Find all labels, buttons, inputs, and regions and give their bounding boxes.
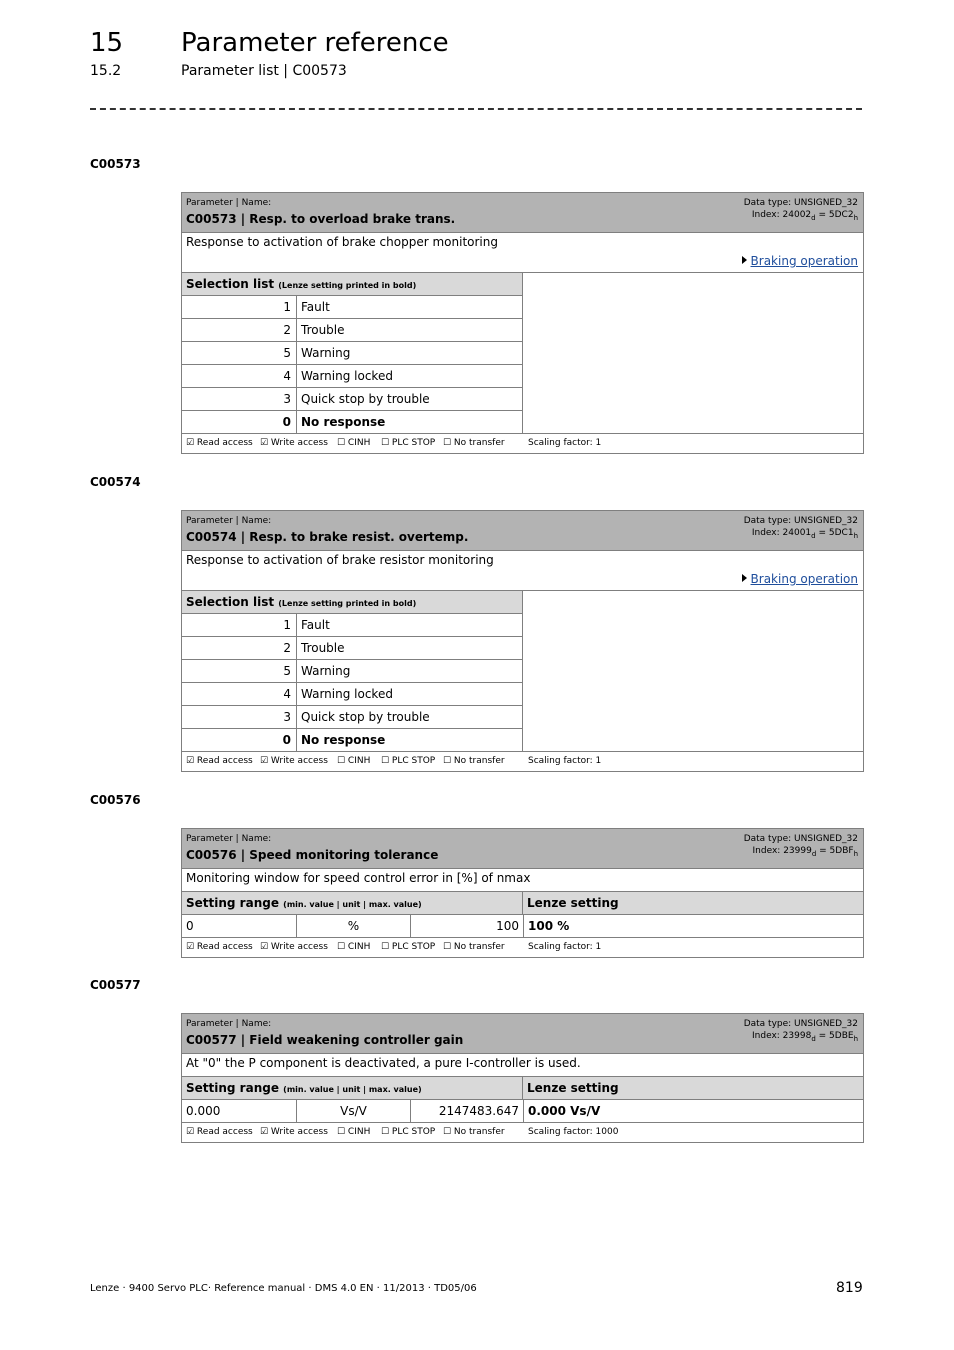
param-description — [182, 869, 863, 892]
list-item: 1 Fault — [182, 296, 522, 319]
list-item-default: 0 No response — [182, 729, 522, 751]
setting-range-row — [182, 1100, 863, 1123]
list-item: 5 Warning — [182, 660, 522, 683]
lenze-setting: 100 % — [528, 919, 570, 933]
setting-range-header: Setting range (min. value | unit | max. value) Lenze setting — [182, 892, 863, 915]
param-table-c00573 — [181, 192, 864, 454]
setting-range-header: Setting range (min. value | unit | max. value) Lenze setting — [182, 1077, 863, 1100]
min-value: 0 — [182, 915, 297, 937]
param-table-c00576 — [181, 828, 864, 958]
param-name-label: Parameter | Name: — [186, 198, 272, 208]
max-value: 100 — [411, 915, 524, 937]
access-footer: ☑ Read access ☑ Write access ☐ CINH ☐ PLC STOP ☐ No transfer Scaling factor: 1000 — [186, 1127, 619, 1137]
unit: Vs/V — [297, 1100, 411, 1122]
access-footer: ☑ Read access ☑ Write access ☐ CINH ☐ PLC STOP ☐ No transfer Scaling factor: 1 — [186, 756, 602, 766]
page-number: 819 — [836, 1280, 863, 1296]
param-header — [182, 511, 863, 551]
list-item: 3 Quick stop by trouble — [182, 388, 522, 411]
description-text: Response to activation of brake chopper monitoring — [186, 235, 498, 249]
data-type: Data type: UNSIGNED_32 — [743, 198, 858, 208]
lenze-setting: 0.000 Vs/V — [528, 1104, 601, 1118]
access-footer: ☑ Read access ☑ Write access ☐ CINH ☐ PLC STOP ☐ No transfer Scaling factor: 1 — [186, 438, 602, 448]
param-table-c00574 — [181, 510, 864, 772]
selection-list — [182, 273, 863, 434]
param-label-c00573: C00573 — [90, 157, 141, 171]
access-footer: ☑ Read access ☑ Write access ☐ CINH ☐ PLC STOP ☐ No transfer Scaling factor: 1 — [186, 942, 602, 952]
header-divider — [90, 108, 862, 110]
list-item: 2 Trouble — [182, 319, 522, 342]
param-header — [182, 1014, 863, 1054]
description-text: At "0" the P component is deactivated, a pure I-controller is used. — [186, 1056, 581, 1070]
max-value: 2147483.647 — [411, 1100, 524, 1122]
setting-range-row — [182, 915, 863, 938]
param-table-c00577 — [181, 1013, 864, 1143]
list-item: 5 Warning — [182, 342, 522, 365]
param-label-c00576: C00576 — [90, 793, 141, 807]
list-item: 3 Quick stop by trouble — [182, 706, 522, 729]
param-description — [182, 233, 863, 273]
param-name-label: Parameter | Name: — [186, 1019, 272, 1029]
param-index: Index: $24001_d = 5DC1_h$ — [751, 528, 858, 540]
param-label-c00577: C00577 — [90, 978, 141, 992]
chapter-number: 15 — [90, 28, 124, 58]
param-index: Index: $24002_d = 5DC2_h$ — [751, 210, 858, 222]
param-name: C00573 | Resp. to overload brake trans. — [186, 212, 456, 226]
param-name: C00574 | Resp. to brake resist. overtemp. — [186, 530, 469, 544]
list-item-default: 0 No response — [182, 411, 522, 433]
param-index: Index: $23999_d = 5DBF_h$ — [752, 846, 858, 858]
param-label-c00574: C00574 — [90, 475, 141, 489]
param-header — [182, 193, 863, 233]
param-description — [182, 1054, 863, 1077]
list-item: 1 Fault — [182, 614, 522, 637]
param-name-label: Parameter | Name: — [186, 834, 272, 844]
unit: % — [297, 915, 411, 937]
braking-operation-link[interactable]: Braking operation — [742, 572, 858, 586]
section-title: Parameter list | C00573 — [181, 63, 347, 79]
selection-list-header: Selection list (Lenze setting printed in bold) — [182, 273, 522, 296]
page-footer: Lenze · 9400 Servo PLC· Reference manual · DMS 4.0 EN · 11/2013 · TD05/06 — [90, 1283, 477, 1294]
param-name: C00577 | Field weakening controller gain — [186, 1033, 464, 1047]
chapter-title: Parameter reference — [181, 28, 449, 58]
list-item: 4 Warning locked — [182, 365, 522, 388]
param-name: C00576 | Speed monitoring tolerance — [186, 848, 439, 862]
param-name-label: Parameter | Name: — [186, 516, 272, 526]
param-header — [182, 829, 863, 869]
data-type: Data type: UNSIGNED_32 — [743, 1019, 858, 1029]
description-text: Response to activation of brake resistor monitoring — [186, 553, 494, 567]
description-text: Monitoring window for speed control error in [%] of nmax — [186, 871, 531, 885]
list-item: 4 Warning locked — [182, 683, 522, 706]
param-description — [182, 551, 863, 591]
data-type: Data type: UNSIGNED_32 — [743, 516, 858, 526]
arrow-right-icon — [742, 256, 747, 264]
braking-operation-link[interactable]: Braking operation — [742, 254, 858, 268]
list-item: 2 Trouble — [182, 637, 522, 660]
section-number: 15.2 — [90, 63, 122, 79]
param-index: Index: $23998_d = 5DBE_h$ — [752, 1031, 858, 1043]
min-value: 0.000 — [182, 1100, 297, 1122]
selection-list-header: Selection list (Lenze setting printed in bold) — [182, 591, 522, 614]
arrow-right-icon — [742, 574, 747, 582]
selection-list — [182, 591, 863, 752]
data-type: Data type: UNSIGNED_32 — [743, 834, 858, 844]
